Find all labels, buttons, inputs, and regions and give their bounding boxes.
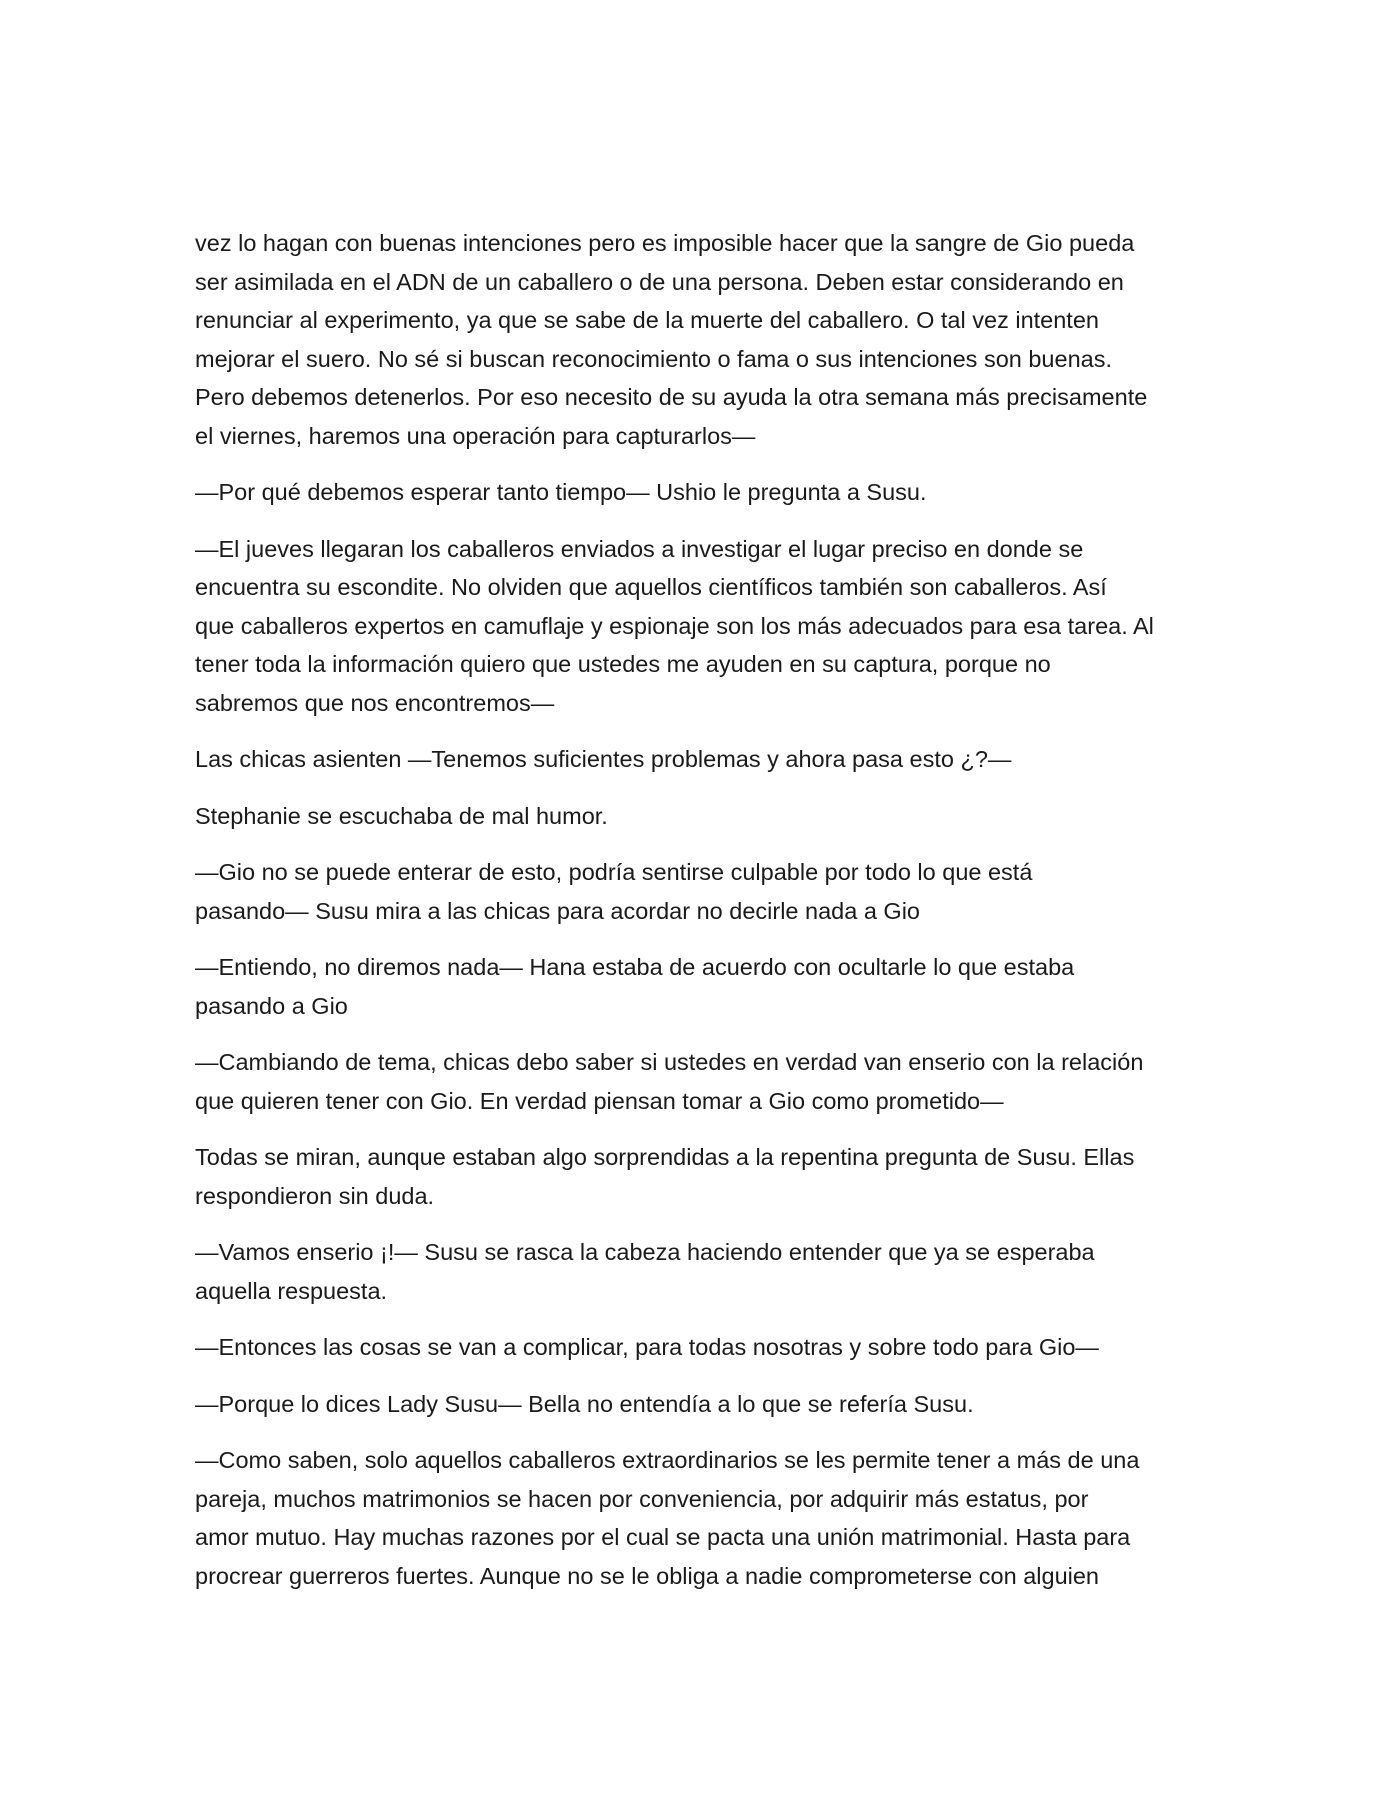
paragraph: —Cambiando de tema, chicas debo saber si ustedes en verdad van enserio con la relación que quieren tener con Gio. En verdad piensan tomar a Gio como prometido— — [195, 1049, 1144, 1114]
paragraph: —Entonces las cosas se van a complicar, para todas nosotras y sobre todo para Gio— — [195, 1334, 1099, 1360]
paragraph: —Entiendo, no diremos nada— Hana estaba de acuerdo con ocultarle lo que estaba pasando a Gio — [195, 954, 1075, 1019]
paragraph: Las chicas asienten —Tenemos suficientes problemas y ahora pasa esto ¿?— — [195, 746, 1012, 772]
paragraph: —El jueves llegaran los caballeros enviados a investigar el lugar preciso en donde se encuentra su escondite. No olviden que aquellos científicos también son caballeros. Así que caballeros expertos en camuflaje y espionaje son los más adecuados para esa tarea. Al tener toda la información quiero que ustedes me ayuden en su captura, porque no sabremos que nos encontremos— — [195, 535, 1154, 716]
paragraph: —Por qué debemos esperar tanto tiempo— Ushio le pregunta a Susu. — [195, 479, 927, 505]
paragraph: Todas se miran, aunque estaban algo sorprendidas a la repentina pregunta de Susu. Ellas respondieron sin duda. — [195, 1144, 1135, 1209]
paragraph: —Como saben, solo aquellos caballeros extraordinarios se les permite tener a más de una pareja, muchos matrimonios se hacen por conveniencia, por adquirir más estatus, por amor mutuo. Hay muchas razones por el cual se pacta una unión matrimonial. Hasta para procrear guerreros fuertes. Aunque no se le obliga a nadie comprometerse con alguien — [195, 1447, 1140, 1589]
paragraph: Stephanie se escuchaba de mal humor. — [195, 802, 608, 829]
paragraph: —Porque lo dices Lady Susu— Bella no entendía a lo que se refería Susu. — [195, 1390, 974, 1417]
paragraph: vez lo hagan con buenas intenciones pero es imposible hacer que la sangre de Gio pueda ser asimilada en el ADN de un caballero o de una persona. Deben estar considerando en renunciar al experimento, ya que se sabe de la muerte del caballero. O tal vez intenten mejorar el suero. No sé si buscan reconocimiento o fama o sus intenciones son buenas. Pero debemos detenerlos. Por eso necesito de su ayuda la otra semana más precisamente el viernes, haremos una operación para capturarlos— — [195, 230, 1148, 449]
body-text — [195, 224, 1210, 1613]
paragraph: —Vamos enserio ¡!— Susu se rasca la cabeza haciendo entender que ya se esperaba aquella respuesta. — [195, 1239, 1095, 1304]
paragraph: —Gio no se puede enterar de esto, podría sentirse culpable por todo lo que está pasando— Susu mira a las chicas para acordar no decirle nada a Gio — [195, 859, 1033, 924]
